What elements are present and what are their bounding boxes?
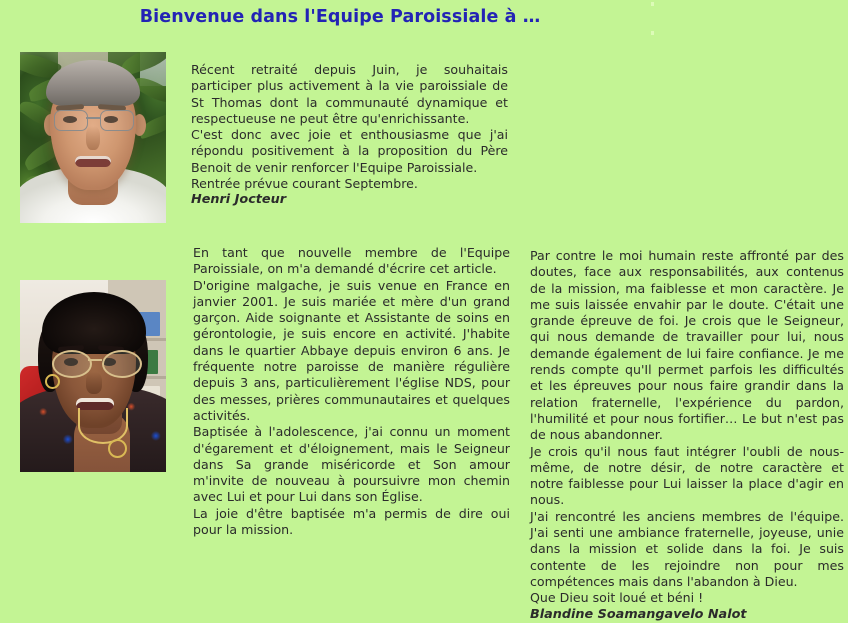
page-title: Bienvenue dans l'Equipe Paroissiale à … (139, 7, 541, 27)
paragraph: Récent retraité depuis Juin, je souhaitais participer plus activement à la vie paroissiale de St Thomas dont la communauté dynamique et respectueuse ne peut être qu'enrichissante. (191, 62, 508, 126)
paragraph: La joie d'être baptisée m'a permis de dire oui pour la mission. (193, 505, 510, 538)
article-blandine-column-right (530, 248, 844, 623)
artifact-speck-lower (651, 31, 654, 35)
paragraph: Par contre le moi humain reste affronté par des doutes, face aux responsabilités, aux contenus de la mission, ma faiblesse et mon caractère. Je me suis laissée envahir par le doute. C'était une grande épreuve de foi. Je crois que le Seigneur, qui nous demande de travailler pour lui, nous demande également de lui faire confiance. Je me rends compte qu'Il permet parfois les difficultés et les épreuves pour nous faire grandir dans la relation fraternelle, l'expérience du pardon, l'humilité et pour nous fortifier… Le but n'est pas de nous abandonner. (530, 248, 844, 443)
signature-henri: Henri Jocteur (191, 192, 287, 208)
paragraph: Baptisée à l'adolescence, j'ai connu un moment d'égarement et d'éloignement, mais le Seigneur dans Sa grande miséricorde et Son amour m'invite de nouveau à poursuivre mon chemin avec Lui et pour Lui dans son Église. (193, 424, 510, 505)
paragraph: Rentrée prévue courant Septembre. (191, 176, 418, 192)
photo-henri-jocteur (20, 52, 166, 223)
paragraph: D'origine malgache, je suis venue en France en janvier 2001. Je suis mariée et mère d'un grand garçon. Aide soignante et Assistante de soins en gérontologie, je suis encore en activité. J'habite dans le quartier Abbaye depuis environ 6 ans. Je fréquente notre paroisse de manière régulière depuis 3 ans, particulièrement l'église NDS, pour des messes, prières communautaires et quelques activités. (193, 277, 510, 423)
artifact-speck-top (651, 2, 654, 6)
paragraph: En tant que nouvelle membre de l'Equipe Paroissiale, on m'a demandé d'écrire cet article. (193, 245, 510, 277)
article-blandine-column-left (193, 245, 510, 538)
photo-blandine-soamangavelo-nalot (20, 280, 166, 472)
article-henri-jocteur (191, 62, 508, 209)
paragraph: Que Dieu soit loué et béni ! (530, 590, 704, 606)
signature-blandine: Blandine Soamangavelo Nalot (530, 606, 747, 622)
paragraph: C'est donc avec joie et enthousiasme que j'ai répondu positivement à la proposition du Père Benoit de venir renforcer l'Equipe Paroissiale. (191, 127, 508, 175)
paragraph: Je crois qu'il nous faut intégrer l'oubli de nous-même, de notre désir, de notre caractère et notre faiblesse pour Lui laisser la place d'agir en nous. (530, 443, 844, 508)
paragraph: J'ai rencontré les anciens membres de l'équipe. J'ai senti une ambiance fraternelle, joyeuse, unie dans la mission et solide dans la foi. Je suis contente de les rejoindre non pour mes compétences mais dans l'abandon à Dieu. (530, 508, 844, 589)
